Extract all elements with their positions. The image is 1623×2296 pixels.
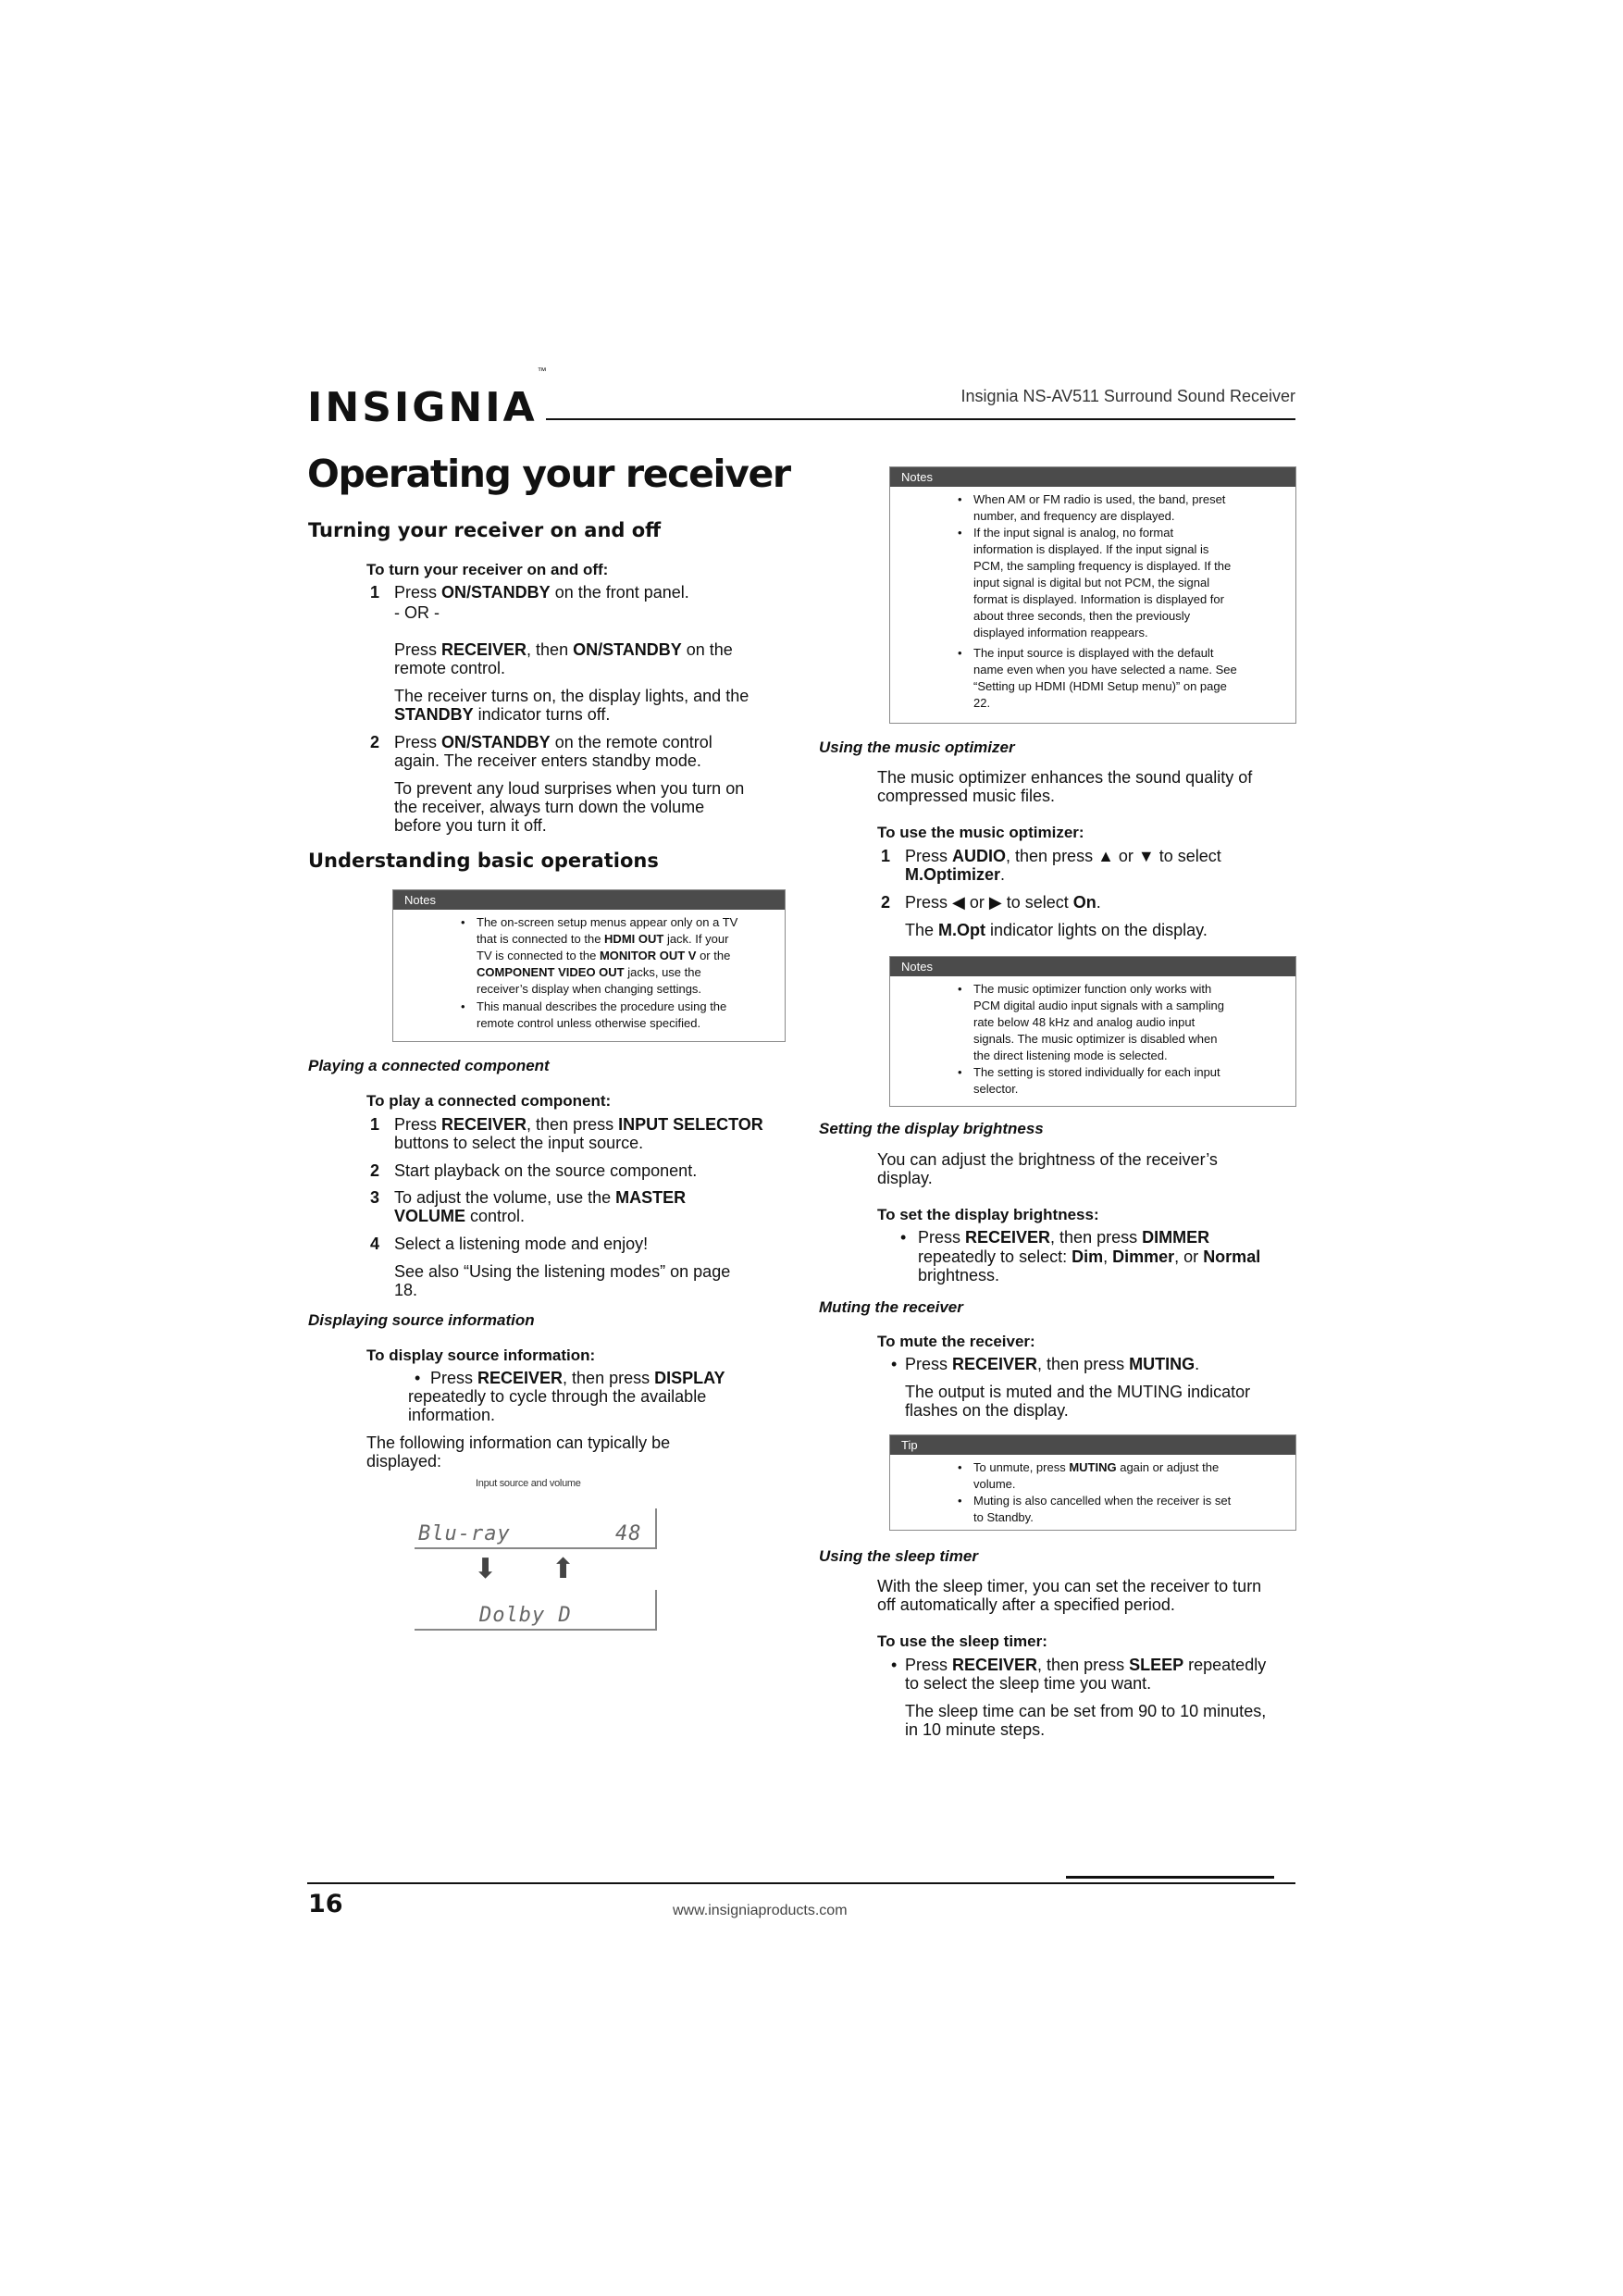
lcd-caption: Input source and volume [476, 1478, 581, 1489]
notes-label: Notes [393, 890, 785, 910]
subsection-heading-muting: Muting the receiver [819, 1298, 963, 1316]
lcd-source-text: Blu-ray [418, 1522, 511, 1545]
paragraph: compressed music files. [877, 787, 1056, 805]
note-text: format is displayed. Information is displayed for [973, 592, 1224, 606]
page-number: 16 [308, 1890, 343, 1918]
note-text: remote control unless otherwise specified. [477, 1016, 701, 1030]
bullet: • [958, 1065, 962, 1079]
paragraph: in 10 minute steps. [905, 1720, 1046, 1739]
subheading-music-optimizer: To use the music optimizer: [877, 824, 1084, 841]
paragraph: With the sleep timer, you can set the receiver to turn [877, 1577, 1262, 1595]
step-number: 2 [881, 893, 891, 912]
step-text: Start playback on the source component. [394, 1161, 698, 1180]
arrow-up-icon: ⬆ [551, 1554, 576, 1584]
note-text: displayed information reappears. [973, 626, 1148, 639]
subsection-heading-sleep-timer: Using the sleep timer [819, 1547, 978, 1565]
subheading-mute: To mute the receiver: [877, 1333, 1035, 1350]
bullet: • [958, 526, 962, 540]
note-text: input signal is digital but not PCM, the signal [973, 576, 1210, 590]
subsection-heading-displaying: Displaying source information [308, 1311, 535, 1329]
notes-label: Notes [890, 957, 1295, 976]
paragraph: See also “Using the listening modes” on page [394, 1262, 731, 1281]
bullet: • [461, 915, 465, 929]
document-title: Insignia NS-AV511 Surround Sound Receiver [960, 387, 1295, 405]
subsection-heading-music-optimizer: Using the music optimizer [819, 738, 1015, 756]
paragraph: The M.Opt indicator lights on the display. [905, 921, 1208, 939]
down-arrow-icon: ▼ [1137, 847, 1155, 865]
step-text: information. [408, 1406, 496, 1424]
step-text: again. The receiver enters standby mode. [394, 751, 701, 770]
insignia-logo [307, 366, 547, 444]
paragraph: flashes on the display. [905, 1401, 1069, 1420]
step-text: Press ON/STANDBY on the remote control [394, 733, 712, 751]
paragraph: You can adjust the brightness of the receiver’s [877, 1150, 1218, 1169]
subheading-turn-on-off: To turn your receiver on and off: [366, 561, 609, 578]
subheading-sleep-timer: To use the sleep timer: [877, 1632, 1047, 1650]
step-text: VOLUME control. [394, 1207, 526, 1225]
subheading-play: To play a connected component: [366, 1092, 612, 1110]
lcd-volume-text: 48 [615, 1522, 642, 1545]
step-text: Press RECEIVER, then press DIMMER [918, 1228, 1210, 1247]
footer-url[interactable]: www.insigniaproducts.com [673, 1903, 848, 1918]
tip-text: Muting is also cancelled when the receiver is set [973, 1494, 1232, 1508]
note-text: rate below 48 kHz and analog audio input [973, 1015, 1196, 1029]
step-number: 2 [370, 733, 380, 751]
note-text: The music optimizer function only works with [973, 982, 1212, 996]
note-text: PCM, the sampling frequency is displayed. If the [973, 559, 1232, 573]
bullet: • [900, 1228, 907, 1247]
step-number: 1 [881, 847, 891, 865]
paragraph: STANDBY indicator turns off. [394, 705, 611, 724]
note-text: the direct listening mode is selected. [973, 1049, 1168, 1062]
step-text: Press ON/STANDBY on the front panel. [394, 583, 689, 602]
notes-box [889, 466, 1296, 724]
bullet: • [958, 646, 962, 660]
logo-trademark: ™ [537, 366, 547, 377]
section-heading-basic-operations: Understanding basic operations [308, 850, 659, 872]
step-text: to select the sleep time you want. [905, 1674, 1152, 1693]
step-number: 3 [370, 1188, 380, 1207]
step-number: 1 [370, 583, 380, 602]
note-text: The setting is stored individually for each input [973, 1065, 1220, 1079]
bullet: • [415, 1369, 421, 1387]
note-text: COMPONENT VIDEO OUT jacks, use the [477, 965, 701, 979]
step-number: 2 [370, 1161, 380, 1180]
paragraph: the receiver, always turn down the volume [394, 798, 705, 816]
note-text: The on-screen setup menus appear only on a TV [477, 915, 738, 929]
paragraph: before you turn it off. [394, 816, 547, 835]
bullet: • [958, 1494, 962, 1508]
step-text: Press AUDIO, then press ▲ or ▼ to select [905, 847, 1221, 865]
paragraph: off automatically after a specified period. [877, 1595, 1175, 1614]
paragraph: The music optimizer enhances the sound quality of [877, 768, 1253, 787]
bullet: • [891, 1355, 898, 1373]
note-text: The input source is displayed with the default [973, 646, 1214, 660]
step-text: M.Optimizer. [905, 865, 1006, 884]
notes-label: Notes [890, 467, 1295, 487]
note-text: PCM digital audio input signals with a sampling [973, 999, 1224, 1012]
note-text: 22. [973, 696, 991, 710]
subheading-display: To display source information: [366, 1347, 596, 1364]
bullet: • [891, 1656, 898, 1674]
step-text: Press RECEIVER, then press DISPLAY [430, 1369, 725, 1387]
lcd-format-text: Dolby D [479, 1604, 572, 1627]
step-text: repeatedly to cycle through the available [408, 1387, 707, 1406]
footer-accent-rule [1066, 1876, 1274, 1879]
or-separator: - OR - [394, 603, 440, 622]
step-text: Press RECEIVER, then press MUTING. [905, 1355, 1200, 1373]
header-rule [546, 418, 1295, 420]
bullet: • [958, 982, 962, 996]
step-number: 1 [370, 1115, 380, 1134]
paragraph: displayed: [366, 1452, 442, 1471]
bullet: • [461, 999, 465, 1013]
left-arrow-icon: ◀ [952, 893, 965, 912]
step-text: Select a listening mode and enjoy! [394, 1235, 649, 1253]
step-text: Press RECEIVER, then press SLEEP repeatedly [905, 1656, 1267, 1674]
page-title: Operating your receiver [307, 452, 790, 496]
note-text: information is displayed. If the input signal is [973, 542, 1209, 556]
arrow-down-icon: ⬇ [474, 1554, 498, 1584]
note-text: This manual describes the procedure using the [477, 999, 727, 1013]
paragraph: The sleep time can be set from 90 to 10 minutes, [905, 1702, 1267, 1720]
tip-label: Tip [890, 1435, 1295, 1455]
step-text: brightness. [918, 1266, 1000, 1285]
right-arrow-icon: ▶ [988, 893, 1002, 912]
paragraph: The receiver turns on, the display lights, and the [394, 687, 750, 705]
note-text: “Setting up HDMI (HDMI Setup menu)” on page [973, 679, 1227, 693]
paragraph: 18. [394, 1281, 418, 1299]
note-text: If the input signal is analog, no format [973, 526, 1174, 540]
tip-box [889, 1434, 1296, 1531]
paragraph: To prevent any loud surprises when you turn on [394, 779, 745, 798]
tip-text: To unmute, press MUTING again or adjust the [973, 1460, 1220, 1474]
step-text: Press RECEIVER, then press INPUT SELECTOR [394, 1115, 763, 1134]
bullet: • [958, 492, 962, 506]
up-arrow-icon: ▲ [1097, 847, 1114, 865]
tip-text: to Standby. [973, 1510, 1034, 1524]
step-text: Press ◀ or ▶ to select On. [905, 893, 1101, 912]
bullet: • [958, 1460, 962, 1474]
subsection-heading-playing: Playing a connected component [308, 1057, 550, 1074]
footer-rule [307, 1882, 1295, 1884]
paragraph: The output is muted and the MUTING indicator [905, 1383, 1251, 1401]
note-text: receiver’s display when changing settings. [477, 982, 702, 996]
note-text: name even when you have selected a name. See [973, 663, 1237, 676]
step-text: remote control. [394, 659, 506, 677]
step-text: To adjust the volume, use the MASTER [394, 1188, 687, 1207]
step-text: repeatedly to select: Dim, Dimmer, or Normal [918, 1247, 1261, 1266]
notes-box [889, 956, 1296, 1107]
note-text: selector. [973, 1082, 1019, 1096]
note-text: signals. The music optimizer is disabled when [973, 1032, 1218, 1046]
step-text: buttons to select the input source. [394, 1134, 644, 1152]
step-text: Press RECEIVER, then ON/STANDBY on the [394, 640, 733, 659]
logo-wordmark: INSIGNIA [307, 384, 538, 431]
section-heading-turning-on-off: Turning your receiver on and off [308, 519, 662, 541]
note-text: that is connected to the HDMI OUT jack. If your [477, 932, 729, 946]
tip-text: volume. [973, 1477, 1016, 1491]
note-text: about three seconds, then the previously [973, 609, 1191, 623]
subsection-heading-display-brightness: Setting the display brightness [819, 1120, 1044, 1137]
subheading-display-brightness: To set the display brightness: [877, 1206, 1099, 1223]
paragraph: display. [877, 1169, 933, 1187]
paragraph: The following information can typically be [366, 1433, 671, 1452]
note-text: number, and frequency are displayed. [973, 509, 1175, 523]
step-number: 4 [370, 1235, 380, 1253]
note-text: TV is connected to the MONITOR OUT V or the [477, 949, 731, 962]
notes-box [392, 889, 786, 1042]
note-text: When AM or FM radio is used, the band, preset [973, 492, 1226, 506]
